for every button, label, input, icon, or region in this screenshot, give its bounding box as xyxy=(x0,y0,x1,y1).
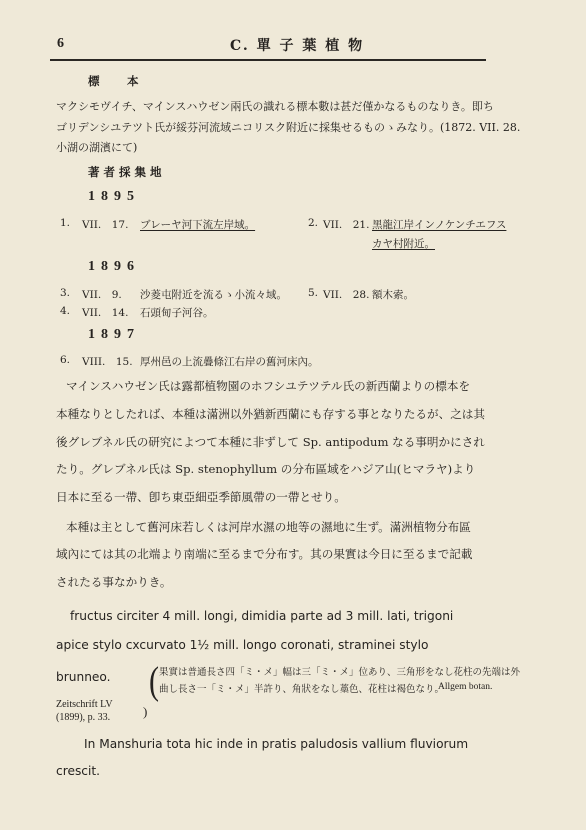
habitat-line-1: 本種は主として舊河床若しくは河岸水濕の地等の濕地に生ず。滿洲植物分布區 xyxy=(66,520,471,534)
latin-line-3: brunneo. xyxy=(56,670,111,684)
entry-2-date: VII. 21. xyxy=(323,219,370,231)
latin-note-1: 果實は普通長さ四「ミ・メ」幅は三「ミ・メ」位あり、三角形をなし花柱の先端は外 xyxy=(159,667,521,678)
entry-1-date: VII. 17. xyxy=(82,219,129,231)
latin-line-1: fructus circiter 4 mill. longi, dimidia parte ad 3 mill. lati, trigoni xyxy=(70,609,454,623)
entry-3-date: VII. 9. xyxy=(82,289,122,301)
entry-4-place: 石頭甸子河谷。 xyxy=(140,307,214,319)
distribution-line-1: In Manshuria tota hic inde in pratis paludosis vallium fluviorum xyxy=(84,737,469,751)
specimen-line-1: マクシモヴイチ、マインスハウゼン兩氏の識れる標本數は甚だ僅かなるものなりき。即ち xyxy=(56,100,494,113)
close-paren: ) xyxy=(143,704,148,719)
discussion-line-3: 後グレブネル氏の研究によつて本種に非ずして Sp. antipodum なる事明かにされ xyxy=(56,435,485,449)
discussion-line-1: マインスハウゼン氏は露都植物園のホフシユテツテル氏の新西蘭よりの標本を xyxy=(66,379,471,393)
entry-6-date: VIII. 15. xyxy=(82,356,133,368)
entry-3-place: 沙菱屯附近を流るゝ小流々域。 xyxy=(140,289,287,301)
entry-2-place-cont: カヤ村附近。 xyxy=(372,238,435,250)
localities-heading: 著者採集地 xyxy=(88,165,166,179)
entry-4-num: 4. xyxy=(60,305,71,317)
entry-1-num: 1. xyxy=(60,217,71,229)
entry-2-place: 黑龍江岸インノケンチエフス xyxy=(372,219,507,231)
reference-line-1: Zeitschrift LV xyxy=(56,699,113,710)
latin-gloss: Allgem botan. xyxy=(438,682,493,692)
open-paren: ( xyxy=(149,659,159,703)
year-1896: 1896 xyxy=(88,259,140,274)
entry-2-num: 2. xyxy=(308,217,319,229)
entry-6-num: 6. xyxy=(60,354,71,366)
latin-note-2: 曲し長さ一「ミ・メ」半許り、角狀をなし藁色、花柱は褐色なり。 xyxy=(159,684,445,695)
specimen-line-3: 小湖の湖濱にて) xyxy=(56,141,138,154)
running-title: C. 單 子 葉 植 物 xyxy=(230,38,365,54)
latin-line-2: apice stylo cxcurvato 1½ mill. longo coronati, straminei stylo xyxy=(56,638,429,652)
entry-5-num: 5. xyxy=(308,287,319,299)
header-rule xyxy=(50,59,486,61)
reference-line-2: (1899), p. 33. xyxy=(56,712,111,723)
discussion-line-2: 本種なりとしたれば、本種は滿洲以外猶新西蘭にも存する事となりたるが、之は其 xyxy=(56,407,485,421)
habitat-line-3: されたる事なかりき。 xyxy=(56,575,172,589)
entry-6-place: 厚州邑の上流疊條江右岸の舊河床內。 xyxy=(140,356,319,368)
page-number: 6 xyxy=(57,36,64,51)
discussion-line-5: 日本に至る一帶、卽ち東亞細亞季節風帶の一帶とせり。 xyxy=(56,490,346,504)
entry-1-place: ブレーヤ河下流左岸域。 xyxy=(140,219,256,231)
entry-4-date: VII. 14. xyxy=(82,307,129,319)
entry-5-date: VII. 28. xyxy=(323,289,370,301)
distribution-line-2: crescit. xyxy=(56,764,101,778)
specimens-heading: 標 本 xyxy=(88,74,147,88)
year-1897: 1897 xyxy=(88,327,140,342)
discussion-line-4: たり。グレブネル氏は Sp. stenophyllum の分布區域をハジア山(ヒマラヤ)より xyxy=(56,462,476,476)
entry-3-num: 3. xyxy=(60,287,71,299)
specimen-line-2: ゴリデンシユテツト氏が綏芬河流域ニコリスク附近に採集せるものゝみなり。(1872. VII. 28. xyxy=(56,121,521,134)
entry-5-place: 額木索。 xyxy=(372,289,414,301)
habitat-line-2: 域內にては其の北端より南端に至るまで分布す。其の果實は今日に至るまで記載 xyxy=(56,547,473,561)
year-1895: 1895 xyxy=(88,189,140,204)
